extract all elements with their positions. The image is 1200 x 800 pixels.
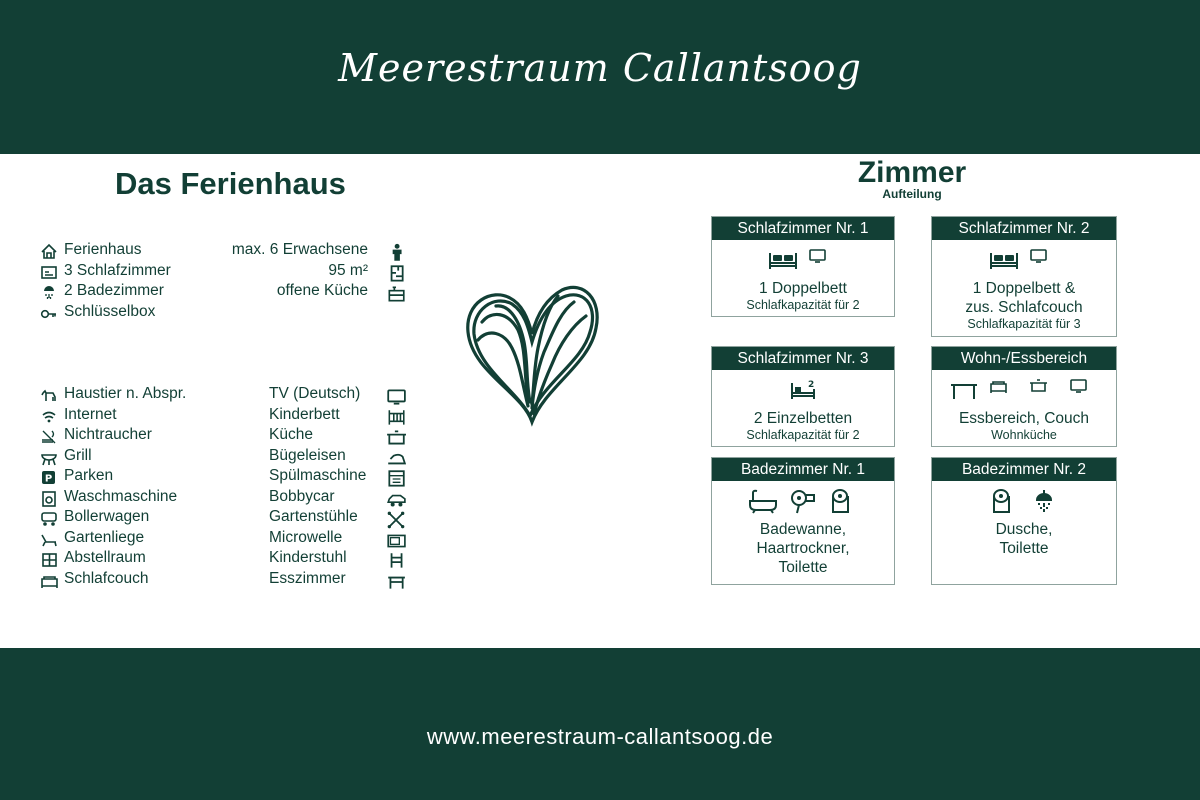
room-capacity: Schlafkapazität für 2 xyxy=(746,298,860,312)
room-description: Dusche, Toilette xyxy=(995,521,1053,557)
item-value: Esszimmer xyxy=(269,569,346,587)
item-value: Spülmaschine xyxy=(269,467,367,484)
room-card xyxy=(931,346,1117,447)
item-label: Internet xyxy=(64,405,117,423)
list-item xyxy=(40,426,410,447)
item-label: 2 Badezimmer xyxy=(64,282,164,299)
tv-icon xyxy=(386,387,406,407)
item-label: Waschmaschine xyxy=(64,487,178,505)
item-label: Ferienhaus xyxy=(64,241,142,258)
room-card xyxy=(931,216,1117,337)
item-label: 3 Schlafzimmer xyxy=(64,261,171,279)
item-label: Bollerwagen xyxy=(64,508,150,525)
list-item xyxy=(40,385,410,406)
shower-icon xyxy=(40,284,58,302)
list-item xyxy=(40,549,410,570)
lounger-icon xyxy=(40,531,58,549)
item-value: Bügeleisen xyxy=(269,446,346,464)
pot-icon xyxy=(1029,377,1059,403)
svg-text:2: 2 xyxy=(808,380,815,390)
room-description: 1 Doppelbett & zus. Schlafcouch xyxy=(965,280,1083,316)
washing-machine-icon xyxy=(40,490,58,508)
item-value: Kinderstuhl xyxy=(269,549,347,566)
item-label: Schlafcouch xyxy=(64,569,149,587)
list-item xyxy=(40,406,410,427)
item-value: max. 6 Erwachsene xyxy=(231,241,368,258)
item-label: Schlüsselbox xyxy=(64,302,156,320)
tv-icon xyxy=(808,247,838,273)
item-value: Küche xyxy=(269,426,313,443)
item-label: Nichtraucher xyxy=(64,426,152,443)
pet-icon xyxy=(40,387,58,405)
room-card xyxy=(711,457,895,585)
room-title: Badezimmer Nr. 1 xyxy=(712,458,894,481)
heart-icon xyxy=(462,282,602,430)
room-card xyxy=(931,457,1117,585)
tv-icon xyxy=(1069,377,1099,403)
brand-title: Meerestraum Callantsoog xyxy=(338,46,862,90)
double-bed-icon xyxy=(768,247,798,273)
key-icon xyxy=(40,305,58,323)
list-item xyxy=(40,241,410,262)
room-description: Badewanne, Haartrockner, Toilette xyxy=(756,521,850,576)
zimmer-heading xyxy=(852,156,972,201)
dining-table-icon xyxy=(386,572,406,592)
item-label: Gartenliege xyxy=(64,528,145,546)
grill-icon xyxy=(40,449,58,467)
amenities-list xyxy=(40,385,410,590)
room-card xyxy=(711,216,895,317)
room-icons xyxy=(932,377,1116,405)
storage-icon xyxy=(40,551,58,569)
sofa-icon xyxy=(989,377,1019,403)
list-item xyxy=(40,282,410,303)
sofa-icon xyxy=(40,572,58,590)
room-description: 1 Doppelbett xyxy=(759,280,847,297)
person-icon xyxy=(386,243,406,263)
single-beds-icon xyxy=(788,377,818,403)
tv-icon xyxy=(1029,247,1059,273)
list-item xyxy=(40,303,410,324)
item-value: Gartenstühle xyxy=(269,508,358,525)
floorplan-icon xyxy=(386,264,406,284)
list-item xyxy=(40,570,410,591)
room-capacity: Schlafkapazität für 2 xyxy=(746,428,860,442)
website-url[interactable]: www.meerestraum-callantsoog.de xyxy=(426,724,774,749)
room-title: Schlafzimmer Nr. 3 xyxy=(712,347,894,370)
svg-text:P: P xyxy=(44,473,53,485)
car-icon xyxy=(386,490,406,510)
toilet-paper-icon xyxy=(989,488,1019,514)
microwave-icon xyxy=(386,531,406,551)
kitchen-icon xyxy=(386,284,406,304)
item-label: Grill xyxy=(64,446,92,464)
list-item xyxy=(40,488,410,509)
room-icons xyxy=(932,247,1116,275)
dishwasher-icon xyxy=(386,469,406,489)
list-item xyxy=(40,447,410,468)
item-label: Haustier n. Abspr. xyxy=(64,385,187,402)
item-value: 95 m² xyxy=(328,261,368,279)
room-title: Wohn-/Essbereich xyxy=(932,347,1116,370)
room-description: 2 Einzelbetten xyxy=(753,410,853,427)
item-value: Bobbycar xyxy=(269,487,335,505)
item-label: Abstellraum xyxy=(64,549,146,566)
hairdryer-icon xyxy=(788,488,818,514)
room-icons xyxy=(932,488,1116,516)
highchair-icon xyxy=(386,551,406,571)
item-label: Parken xyxy=(64,467,114,484)
room-icons xyxy=(712,377,894,405)
list-item xyxy=(40,529,410,550)
room-title: Schlafzimmer Nr. 1 xyxy=(712,217,894,240)
zimmer-title: Zimmer xyxy=(857,156,967,189)
item-value: Kinderbett xyxy=(269,405,340,423)
toilet-paper-icon xyxy=(828,488,858,514)
facts-list xyxy=(40,241,410,323)
room-title: Badezimmer Nr. 2 xyxy=(932,458,1116,481)
house-icon xyxy=(40,243,58,261)
ferienhaus-title: Das Ferienhaus xyxy=(115,166,346,201)
wagon-icon xyxy=(40,510,58,528)
iron-icon xyxy=(386,449,406,469)
bathtub-icon xyxy=(748,488,778,514)
pot-icon xyxy=(386,428,406,448)
item-value: Microwelle xyxy=(269,528,343,546)
garden-chair-icon xyxy=(386,510,406,530)
wifi-icon xyxy=(40,408,58,426)
item-value: offene Küche xyxy=(276,282,368,299)
room-icons xyxy=(712,247,894,275)
list-item xyxy=(40,262,410,283)
bedroom-icon xyxy=(40,264,58,282)
room-icons xyxy=(712,488,894,516)
parking-icon xyxy=(40,469,58,487)
zimmer-subtitle: Aufteilung xyxy=(882,187,942,201)
room-title: Schlafzimmer Nr. 2 xyxy=(932,217,1116,240)
list-item xyxy=(40,467,410,488)
list-item xyxy=(40,508,410,529)
crib-icon xyxy=(386,408,406,428)
room-capacity: Schlafkapazität für 3 xyxy=(967,317,1081,331)
table-icon xyxy=(949,377,979,403)
room-capacity: Wohnküche xyxy=(991,428,1057,442)
room-card xyxy=(711,346,895,447)
shower-head-icon xyxy=(1029,488,1059,514)
item-value: TV (Deutsch) xyxy=(269,385,361,402)
double-bed-icon xyxy=(989,247,1019,273)
no-smoking-icon xyxy=(40,428,58,446)
room-description: Essbereich, Couch xyxy=(958,410,1090,427)
